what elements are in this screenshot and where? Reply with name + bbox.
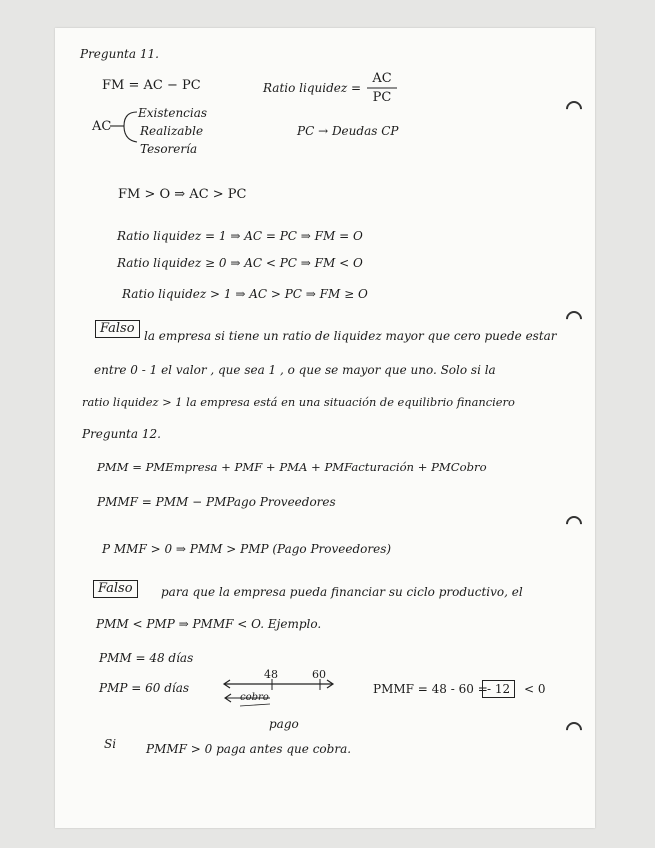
answer-falso-12: Falso (93, 580, 138, 598)
pmmf-result-right: < 0 (524, 682, 546, 696)
ratio-label: Ratio liquidez = (263, 81, 362, 95)
pmmf-definition: PMMF = PMM − PMPago Proveedores (97, 495, 336, 509)
case-ratio-above-1: Ratio liquidez > 1 ⇒ AC > PC ⇒ FM ≥ O (122, 287, 368, 301)
timeline-label-60: 60 (312, 668, 326, 681)
pmm-definition: PMM = PMEmpresa + PMF + PMA + PMFacturación + PMCobro (97, 460, 487, 474)
pmmf-result-box: - 12 (482, 680, 515, 698)
timeline-label-48: 48 (264, 668, 278, 681)
question-12-title: Pregunta 12. (82, 427, 161, 441)
question-11-title: Pregunta 11. (80, 47, 159, 61)
fm-definition: FM = AC − PC (102, 78, 201, 93)
note-paga-antes: PMMF > 0 paga antes que cobra. (146, 742, 352, 756)
ratio-numerator: AC (372, 71, 392, 86)
explanation-11-line-2: entre 0 - 1 el valor , que sea 1 , o que se mayor que uno. Solo si la (94, 363, 496, 377)
ac-item-existencias: Existencias (138, 106, 208, 120)
case-ratio-below-1: Ratio liquidez ≥ 0 ⇒ AC < PC ⇒ FM < O (117, 256, 363, 270)
fm-positive: FM > O ⇒ AC > PC (118, 187, 247, 202)
pmmf-positive: P MMF > 0 ⇒ PMM > PMP (Pago Proveedores) (102, 542, 392, 556)
case-ratio-equal-1: Ratio liquidez = 1 ⇒ AC = PC ⇒ FM = O (117, 229, 363, 243)
timeline-cobro: cobro (240, 692, 269, 703)
answer-falso-11: Falso (95, 320, 140, 338)
ac-item-realizable: Realizable (140, 124, 204, 138)
pmmf-result-left: PMMF = 48 - 60 = (373, 682, 488, 696)
explanation-11-line-3: ratio liquidez > 1 la empresa está en una situación de equilibrio financiero (82, 395, 515, 409)
pmp-value: PMP = 60 días (99, 681, 190, 695)
pmm-value: PMM = 48 días (99, 651, 194, 665)
note-si: Si (104, 737, 117, 751)
ac-label: AC (92, 119, 112, 134)
explanation-12-line-1: para que la empresa pueda financiar su ciclo productivo, el (161, 585, 523, 599)
timeline-pago: pago (269, 717, 299, 731)
explanation-12-line-2: PMM < PMP ⇒ PMMF < O. Ejemplo. (96, 617, 322, 631)
ac-item-tesoreria: Tesorería (140, 142, 198, 156)
explanation-11-line-1: la empresa si tiene un ratio de liquidez mayor que cero puede estar (144, 329, 557, 343)
pc-definition: PC → Deudas CP (297, 124, 399, 138)
ratio-denominator: PC (372, 90, 392, 105)
